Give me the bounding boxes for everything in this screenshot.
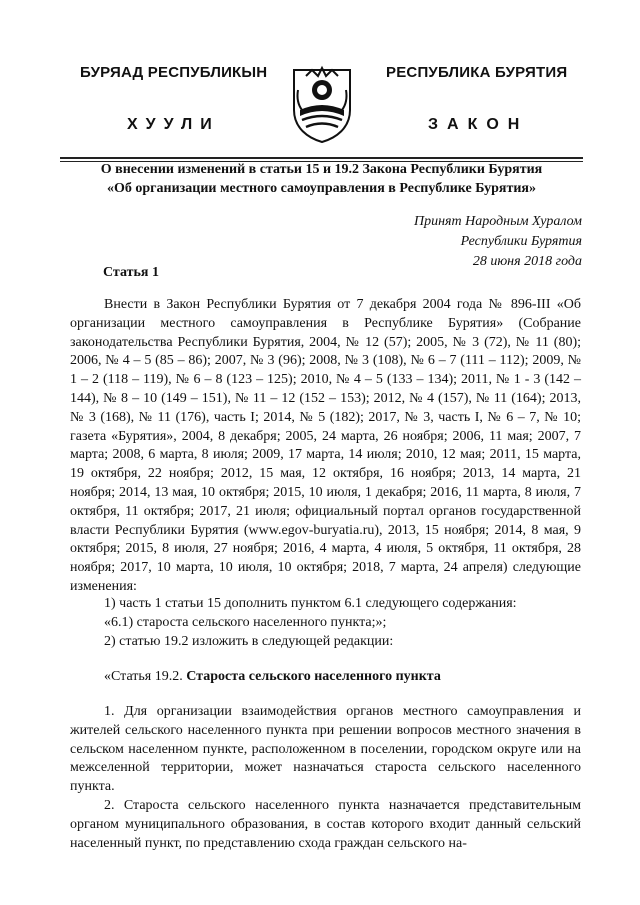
amendment-quote-1: «6.1) староста сельского населенного пункта;»; [104, 615, 387, 630]
adoption-line-2: Республики Бурятия [460, 234, 582, 249]
amendment-item-2: 2) статью 19.2 изложить в следующей редакции: [104, 634, 394, 649]
adoption-line-1: Принят Народным Хуралом [413, 214, 582, 229]
document-type-buryat: ХУУЛИ [127, 116, 220, 133]
coat-of-arms-emblem [288, 60, 356, 144]
amendment-paragraph: Внести в Закон Республики Бурятия от 7 декабря 2004 года № 896-III «Об организации местного самоуправления в Республике Бурятия» (Собрание законодательства Республики Бурятия, 2004, № 12 (57); 2005, № 3 (72), № 11 (80); 2006, № 4 – 5 (85 – 86); 2007, № 3 (96); 2008, № 3 (108), № 6 – 7 (111 – 112); 2009, № 1 – 2 (118 – 119), № 6 – 8 (123 – 125); 2010, № 4 – 5 (133 – 134); 2011, № 1 - 3 (142 – 144), № 8 – 10 (149 – 151), № 11 – 12 (152 – 153); 2012, № 4 (157), № 11 (164); 2013, № 3 (168), № 11 (176), часть I; 2014, № 5 (182); 2017, № 3, часть I, № 6 – 7, № 10; газета «Бурятия», 2004, 8 декабря; 2005, 24 марта, 26 ноября; 2006, 11 мая; 2007, 7 марта; 2008, 6 марта, 8 июля; 2009, 17 марта, 14 июля; 2010, 12 мая; 2011, 15 марта, 19 октября, 22 ноября; 2012, 15 мая, 12 октября, 16 ноября; 2013, 14 марта, 21 ноября; 2014, 13 мая, 10 октября; 2015, 10 июля, 1 декабря; 2016, 11 марта, 8 июля, 7 октября, 11 октября; 2017, 21 июля; официальный портал органов государственной власти Республики Бурятия (www.egov-buryatia.ru), 2013, 15 ноября; 2014, 8 мая, 9 октября; 2015, 8 июля, 27 ноября; 2016, 4 марта, 4 июля, 5 октября, 11 октября, 28 ноября; 2017, 10 марта, 10 июля, 10 октября; 2018, 7 марта, 24 апреля) следующие изменения: [70, 297, 581, 594]
law-title [60, 160, 583, 198]
republic-name-buryat: БУРЯАД РЕСПУБЛИКЫН [80, 64, 268, 81]
article-19-2-number: «Статья 19.2. [104, 669, 183, 684]
article-19-2-title: Староста сельского населенного пункта [186, 669, 441, 684]
clause-2: 2. Староста сельского населенного пункта назначается представительным органом муниципального образования, в состав которого входит данный сельский населенный пункт, по представлению схода граждан сельского на- [70, 798, 581, 851]
document-type-russian: ЗАКОН [428, 116, 529, 133]
header-divider-thick [60, 157, 583, 159]
article-1-heading: Статья 1 [103, 265, 159, 280]
law-title-line-2: «Об организации местного самоуправления в Республике Бурятия» [107, 181, 536, 196]
clause-1: 1. Для организации взаимодействия органов местного самоуправления и жителей сельского населенного пункта при решении вопросов местного значения в сельском населенном пункте, расположенном в поселении, городском округе или на межселенной территории, может назначаться староста сельского населенного пункта. [70, 704, 581, 795]
amendment-item-1: 1) часть 1 статьи 15 дополнить пунктом 6.1 следующего содержания: [104, 596, 517, 611]
adoption-note [414, 212, 582, 272]
law-title-line-1: О внесении изменений в статьи 15 и 19.2 Закона Республики Бурятия [100, 162, 543, 177]
article-19-2-heading [70, 668, 581, 687]
adoption-date: 28 июня 2018 года [472, 254, 582, 269]
republic-name-russian: РЕСПУБЛИКА БУРЯТИЯ [386, 64, 568, 81]
